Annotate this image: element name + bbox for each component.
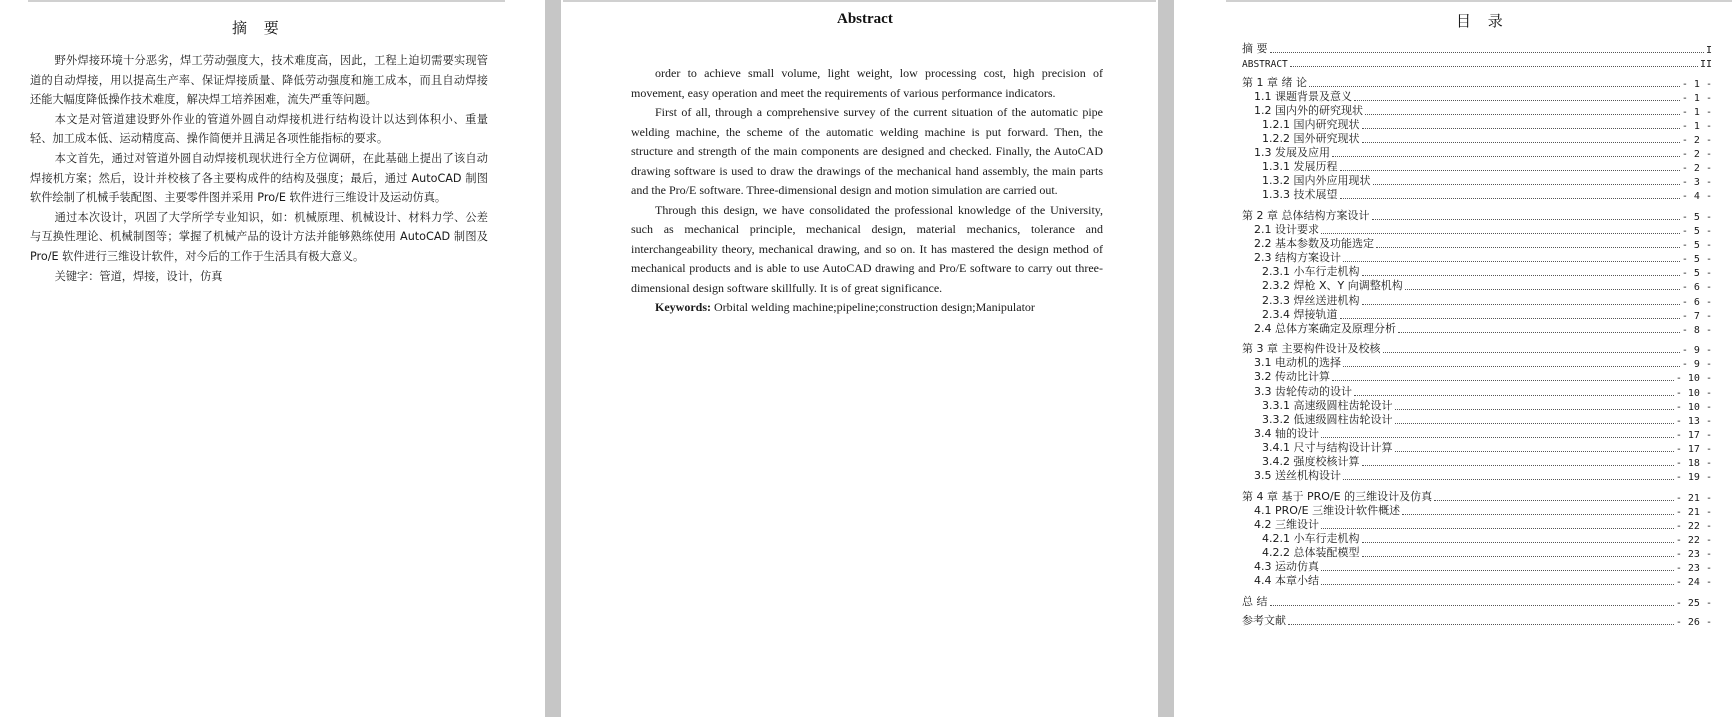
toc-entry[interactable] [1242,42,1712,56]
toc-entry-title: 3.1 电动机的选择 [1254,356,1341,370]
toc-entry[interactable] [1242,469,1712,483]
toc-entry-page: - 17 - [1675,429,1712,441]
toc-entry-page: - 9 - [1681,359,1712,371]
toc-entry-page: - 10 - [1675,401,1712,413]
toc-dot-leader [1340,170,1680,171]
toc-entry-title: 2.3.2 焊枪 X、Y 向调整机构 [1262,279,1403,293]
toc-entry[interactable] [1242,574,1712,588]
toc-entry[interactable] [1242,614,1712,628]
paragraph: First of all, through a comprehensive survey of the current situation of the automatic pipe welding machine, the scheme of the automatic welding machine is put forward. Then, the structure and strength of the main components are designed and checked. Finally, the AutoCAD drawing software is used to draw the drawings of the mechanical hand assembly, the main parts and the Pro/E software. Three-dimensional design and motion simulation are carried out. [631,105,1103,197]
toc-entry-title: 3.2 传动比计算 [1254,370,1330,384]
toc-entry-title: 2.1 设计要求 [1254,223,1319,236]
toc-dot-leader [1383,352,1680,353]
toc-dot-leader [1309,86,1680,87]
toc-dot-leader [1362,128,1680,129]
page-abstract-cn [0,0,545,717]
toc-dot-leader [1321,528,1674,529]
toc-entry-title: 第 4 章 基于 PRO/E 的三维设计及仿真 [1242,489,1433,503]
toc-entry[interactable] [1242,188,1712,202]
toc-entry-title: 1.2 国内外的研究现状 [1254,103,1363,117]
toc-dot-leader [1270,52,1704,53]
toc-entry[interactable] [1242,595,1712,609]
page-gutter-right [1158,0,1174,717]
toc-entry-title: 1.2.1 国内研究现状 [1262,117,1360,131]
toc-entry-title: 第 1 章 绪 论 [1242,75,1307,89]
toc-dot-leader [1362,465,1674,466]
toc-entry-page: - 6 - [1681,296,1712,308]
toc-entry-page: - 1 - [1681,78,1712,90]
toc-entry-title: 2.4 总体方案确定及原理分析 [1254,321,1396,335]
toc-entry-page: - 19 - [1675,472,1712,484]
toc-entry-page: - 17 - [1675,443,1712,455]
toc-dot-leader [1343,261,1680,262]
toc-entry-page: - 18 - [1675,458,1712,469]
toc-entry-title: 4.2.1 小车行走机构 [1262,531,1360,545]
toc-entry-page: - 3 - [1681,177,1712,189]
toc-entry-page: - 7 - [1681,310,1712,322]
toc-entry-page: - 2 - [1681,135,1712,146]
abstract-en-body [631,64,1103,318]
toc-entry-page: - 5 - [1681,226,1712,237]
keywords-line [631,298,1103,318]
toc-dot-leader [1354,395,1674,396]
toc-entry-title: 3.4.1 尺寸与结构设计计算 [1262,440,1393,454]
toc-dot-leader [1362,142,1680,143]
toc-entry-page: - 4 - [1681,191,1712,203]
toc-entry-page: - 10 - [1675,373,1712,385]
toc-list [1242,40,1712,710]
toc-entry-page: - 10 - [1675,387,1712,399]
toc-dot-leader [1343,479,1674,480]
toc-entry-title: 4.3 运动仿真 [1254,560,1319,574]
toc-entry-page: - 9 - [1681,345,1712,357]
toc-entry-title: 3.3.2 低速级圆柱齿轮设计 [1262,412,1393,426]
paragraph: order to achieve small volume, light weight, low processing cost, high precision of movement, easy operation and meet the requirements of various performance indicators. [631,66,1103,100]
toc-dot-leader [1321,584,1674,585]
keywords-text: Orbital welding machine;pipeline;construction design;Manipulator [711,300,1035,314]
toc-entry-title: 1.3.3 技术展望 [1262,188,1338,202]
page-title: Abstract [837,11,893,27]
toc-dot-leader [1290,66,1698,67]
page-title: 摘 要 [232,19,285,37]
abstract-cn-body [30,51,488,286]
toc-dot-leader [1321,233,1680,234]
toc-entry-page: - 2 - [1681,163,1712,175]
toc-dot-leader [1270,605,1674,606]
toc-entry-title: 2.2 基本参数及功能选定 [1254,237,1374,251]
toc-entry-title: 4.2.2 总体装配模型 [1262,546,1360,559]
toc-dot-leader [1402,514,1674,515]
toc-dot-leader [1332,380,1674,381]
toc-entry-title: 4.1 PRO/E 三维设计软件概述 [1254,503,1401,517]
toc-dot-leader [1372,219,1680,220]
toc-dot-leader [1434,500,1674,501]
toc-entry-title: 1.2.2 国外研究现状 [1262,132,1360,145]
page-top-edge [1226,0,1732,2]
toc-entry-page: - 25 - [1675,597,1712,609]
toc-entry-title: 1.3.2 国内外应用现状 [1262,174,1371,188]
toc-dot-leader [1340,318,1680,319]
keywords-line: 关键字：管道，焊接，设计，仿真 [54,269,223,283]
toc-entry-title: 3.5 送丝机构设计 [1254,469,1341,483]
toc-dot-leader [1340,198,1680,199]
toc-entry-page: - 1 - [1681,106,1712,118]
toc-dot-leader [1321,570,1674,571]
toc-dot-leader [1362,542,1674,543]
page-title: 目 录 [1456,12,1509,30]
toc-entry-title: 3.4 轴的设计 [1254,426,1319,440]
page-top-edge [563,0,1156,2]
page-abstract-en [561,0,1158,717]
toc-entry-page: - 5 - [1681,254,1712,266]
toc-entry-page: - 6 - [1681,282,1712,294]
toc-entry-page: - 13 - [1675,415,1712,427]
toc-entry-title: 2.3 结构方案设计 [1254,251,1341,265]
toc-entry-page: - 26 - [1675,617,1712,629]
toc-entry-title: 第 3 章 主要构件设计及校核 [1242,342,1381,356]
toc-dot-leader [1373,184,1680,185]
toc-entry-title: 4.4 本章小结 [1254,574,1319,588]
toc-entry-title: 4.2 三维设计 [1254,517,1319,531]
toc-entry-page: - 1 - [1681,120,1712,132]
paragraph: 通过本次设计，巩固了大学所学专业知识，如：机械原理、机械设计、材料力学、公差与互换性理论、机械制图等；掌握了机械产品的设计方法并能够熟练使用 AutoCAD 制图及 Pro/E 软件进行三维设计软件，对今后的工作于生活具有极大意义。 [30,210,488,263]
page-toc [1174,0,1732,717]
toc-dot-leader [1332,156,1680,157]
toc-entry-title: 2.3.4 焊接轨道 [1262,307,1338,321]
toc-dot-leader [1343,366,1680,367]
toc-entry-title: 第 2 章 总体结构方案设计 [1242,208,1370,222]
toc-entry-page: II [1699,59,1712,71]
toc-entry-page: I [1705,45,1712,56]
toc-entry-title: 2.3.3 焊丝送进机构 [1262,293,1360,307]
toc-entry-title: 1.3.1 发展历程 [1262,160,1338,174]
toc-entry-page: - 5 - [1681,268,1712,280]
toc-dot-leader [1395,409,1674,410]
toc-entry-page: - 22 - [1675,534,1712,546]
keywords-label: Keywords: [655,300,711,314]
toc-entry[interactable] [1242,56,1712,70]
paragraph: 本文是对管道建设野外作业的管道外圆自动焊接机进行结构设计以达到体积小、重量轻、加工成本低、运动精度高、操作简便并且满足各项性能指标的要求。 [30,112,488,146]
toc-dot-leader [1288,624,1674,625]
toc-entry-page: - 8 - [1681,324,1712,336]
toc-dot-leader [1362,556,1674,557]
paragraph: 野外焊接环境十分恶劣，焊工劳动强度大，技术难度高，因此，工程上迫切需要实现管道的自动焊接，用以提高生产率、保证焊接质量、降低劳动强度和施工成本，而且自动焊接还能大幅度降低操作技术难度，解决焊工培养困难，流失严重等问题。 [30,54,488,107]
toc-entry-page: - 24 - [1675,577,1712,589]
toc-entry-title: 3.3 齿轮传动的设计 [1254,384,1352,398]
toc-dot-leader [1395,451,1674,452]
toc-dot-leader [1354,100,1680,101]
toc-entry-title: 参考文献 [1242,614,1286,628]
toc-dot-leader [1362,275,1680,276]
paragraph: Through this design, we have consolidated the professional knowledge of the University, such as mechanical principle, mechanical design, material mechanics, tolerance and interchangeability theory, mechanical drawing, and so on. It has mastered the design method of mechanical products and is able to use AutoCAD drawing and Pro/E software to carry out three-dimensional design software skillfully. It is of great significance. [631,202,1103,295]
toc-entry-title: 1.3 发展及应用 [1254,146,1330,160]
toc-entry-page: - 5 - [1681,240,1712,252]
toc-dot-leader [1376,247,1680,248]
toc-entry-page: - 21 - [1675,492,1712,504]
page-top-edge [28,0,505,2]
toc-entry-title: 2.3.1 小车行走机构 [1262,265,1360,279]
page-gutter-left [545,0,561,717]
paragraph: 本文首先，通过对管道外圆自动焊接机现状进行全方位调研，在此基础上提出了该自动焊接机方案；然后，设计并校核了各主要构成件的结构及强度；最后，通过 AutoCAD 制图软件绘制了机械手装配图、主要零件图并采用 Pro/E 软件进行三维设计及运动仿真。 [30,151,488,205]
toc-entry-title: 3.3.1 高速级圆柱齿轮设计 [1262,398,1393,412]
toc-dot-leader [1395,423,1674,424]
toc-dot-leader [1405,289,1680,290]
toc-dot-leader [1398,332,1680,333]
toc-entry-page: - 23 - [1675,563,1712,575]
toc-entry-page: - 23 - [1675,549,1712,560]
toc-entry-title: 摘 要 [1242,42,1268,55]
toc-entry-page: - 22 - [1675,520,1712,532]
toc-entry-page: - 21 - [1675,506,1712,518]
toc-dot-leader [1362,304,1680,305]
toc-entry-title: 1.1 课题背景及意义 [1254,89,1352,103]
toc-dot-leader [1365,114,1680,115]
toc-entry[interactable] [1242,322,1712,336]
toc-dot-leader [1321,437,1674,438]
toc-entry-page: - 1 - [1681,92,1712,104]
toc-entry-title: ABSTRACT [1242,59,1288,71]
toc-entry-page: - 2 - [1681,149,1712,161]
toc-entry-page: - 5 - [1681,211,1712,223]
toc-entry-title: 3.4.2 强度校核计算 [1262,455,1360,468]
toc-entry-title: 总 结 [1242,594,1268,608]
